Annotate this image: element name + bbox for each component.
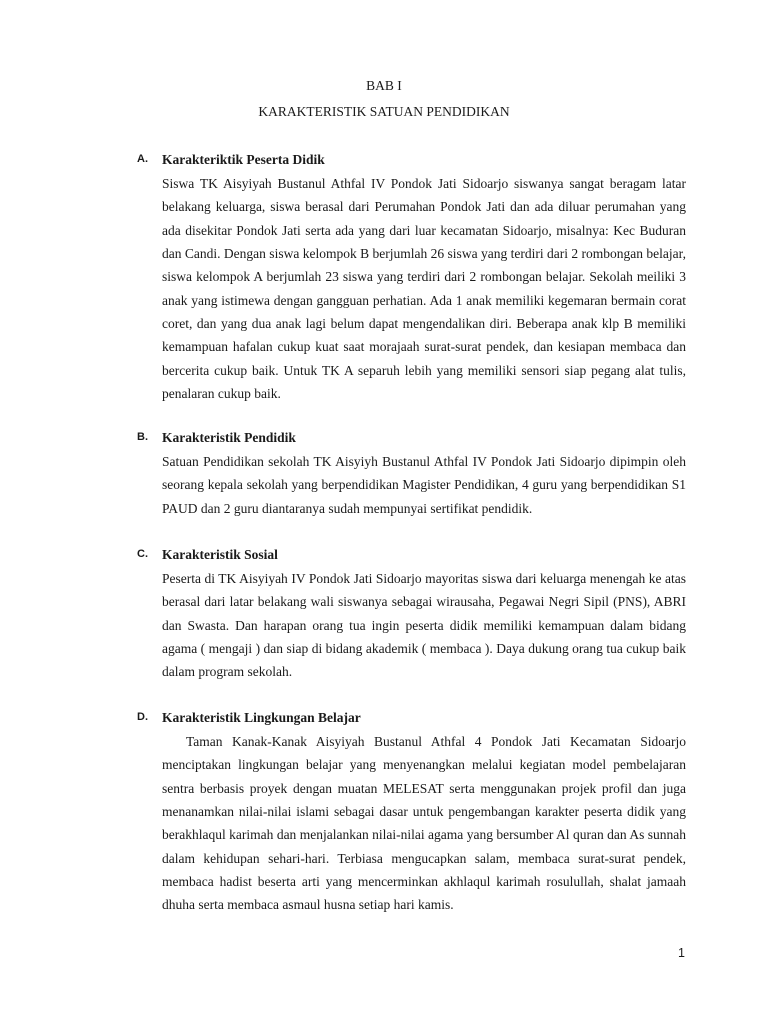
section-heading: Karakteristik Sosial xyxy=(162,547,278,562)
section-body: Taman Kanak-Kanak Aisyiyah Bustanul Athfal 4 Pondok Jati Kecamatan Sidoarjo menciptakan lingkungan belajar yang menyenangkan melalui kegiatan model pembelajaran sentra berbasis proyek dengan muatan MELESAT serta menggunakan projek profil dan juga menanamkan nilai-nilai islami sebagai dasar untuk pengembangan karakter peserta didik yang berakhlaqul karimah dan menjalankan nilai-nilai agama yang bersumber Al quran dan As sunnah dalam kehidupan sehari-hari. Terbiasa mengucapkan salam, membaca surat-surat pendek, membaca hadist beserta arti yang mencerminkan akhlaqul karimah rosulullah, shalat jamaah dhuha serta membaca asmaul husna setiap hari kamis. xyxy=(162,734,686,913)
page-number: 1 xyxy=(678,946,685,960)
section-body: Siswa TK Aisyiyah Bustanul Athfal IV Pondok Jati Sidoarjo siswanya sangat beragam latar belakang keluarga, siswa berasal dari Perumahan Pondok Jati dan ada diluar perumahan yang ada disekitar Pondok Jati serta ada yang dari luar kecamatan Sidoarjo, misalnya: Kec Buduran dan Candi. Dengan siswa kelompok B berjumlah 26 siswa yang terdiri dari 2 rombongan belajar, siswa kelompok A berjumlah 23 siswa yang terdiri dari 2 rombongan belajar. Sekolah meiliki 3 anak yang istimewa dengan gangguan perhatian. Ada 1 anak memiliki kegemaran bermain corat coret, dan yang dua anak lagi belum dapat mengendalikan diri. Beberapa anak klp B memiliki kemampuan hafalan cukup kuat saat morajaah surat-surat pendek, dan kesiapan membaca dan bercerita cukup baik. Untuk TK A separuh lebih yang memiliki sensori siap pegang alat tulis, penalaran cukup baik. xyxy=(162,176,686,402)
section-letter: A. xyxy=(137,153,148,165)
section-letter: D. xyxy=(137,711,148,723)
section-body: Peserta di TK Aisyiyah IV Pondok Jati Sidoarjo mayoritas siswa dari keluarga menengah ke atas berasal dari latar belakang wali siswanya sebagai wirausaha, Pegawai Negri Sipil (PNS), ABRI dan Swasta. Dan harapan orang tua ingin peserta didik memiliki kemampuan dalam bidang agama ( mengaji ) dan siap di bidang akademik ( membaca ). Daya dukung orang tua cukup baik dalam program sekolah. xyxy=(162,571,686,680)
section-letter: C. xyxy=(137,548,148,560)
chapter-number: BAB I xyxy=(366,78,402,93)
chapter-title: KARAKTERISTIK SATUAN PENDIDIKAN xyxy=(258,104,510,119)
section-heading: Karakteriktik Peserta Didik xyxy=(162,152,325,167)
section-heading: Karakteristik Lingkungan Belajar xyxy=(162,710,361,725)
section-heading: Karakteristik Pendidik xyxy=(162,430,296,445)
section-letter: B. xyxy=(137,431,148,443)
section-body: Satuan Pendidikan sekolah TK Aisyiyh Bustanul Athfal IV Pondok Jati Sidoarjo dipimpin oleh seorang kepala sekolah yang berpendidikan Magister Pendidikan, 4 guru yang berpendidikan S1 PAUD dan 2 guru diantaranya sudah mempunyai sertifikat pendidik. xyxy=(162,454,686,516)
